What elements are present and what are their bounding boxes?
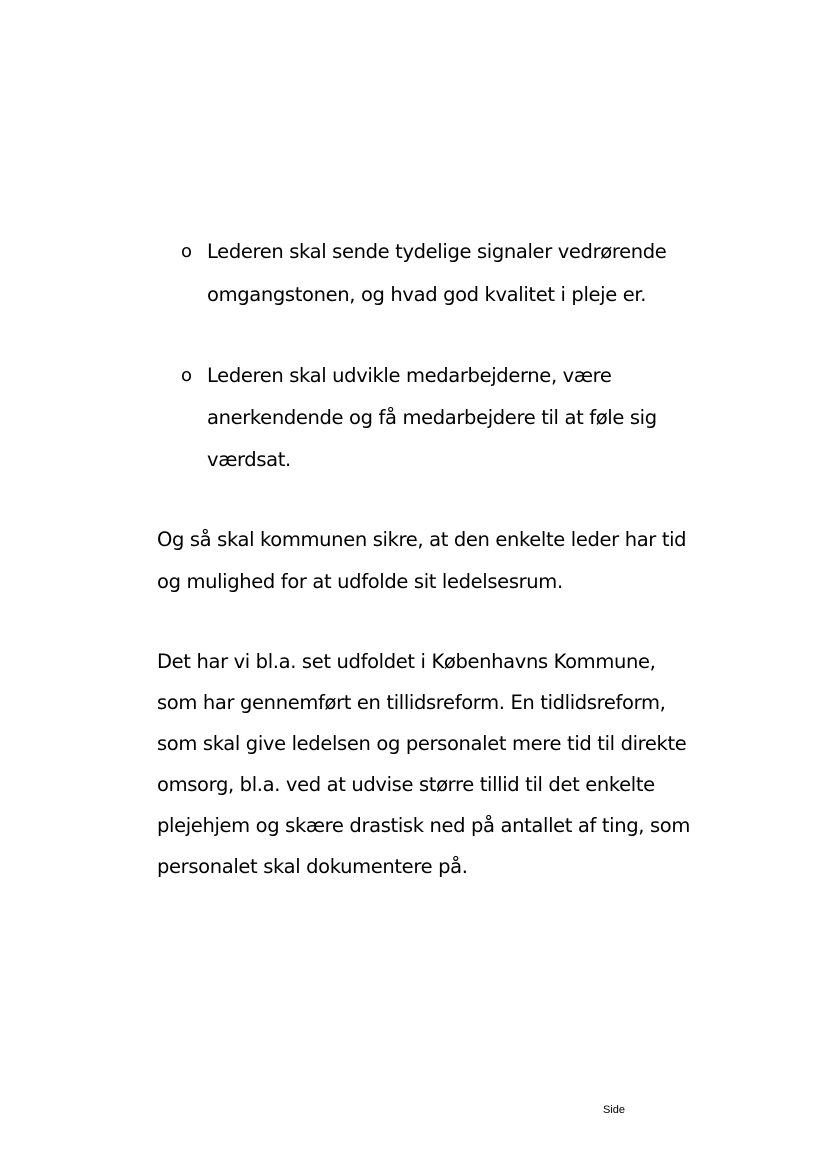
page-footer-label: Side [603,1104,626,1116]
bullet-marker: o [181,365,193,386]
bullet-marker: o [181,241,193,262]
paragraph-line: omsorg, bl.a. ved at udvise større tillid til det enkelte [157,773,655,796]
paragraph-line: personalet skal dokumentere på. [157,855,468,878]
bullet-text-line: værdsat. [207,448,291,471]
bullet-text-line: Lederen skal sende tydelige signaler vedrørende [207,240,667,263]
bullet-text-line: omgangstonen, og hvad god kvalitet i pleje er. [207,283,647,306]
paragraph-line: Det har vi bl.a. set udfoldet i Københavns Kommune, [157,650,656,673]
bullet-text-line: Lederen skal udvikle medarbejderne, være [207,364,612,387]
paragraph-line: Og så skal kommunen sikre, at den enkelte leder har tid [157,528,687,551]
paragraph-line: som har gennemført en tillidsreform. En tidlidsreform, [157,691,666,714]
paragraph-line: som skal give ledelsen og personalet mere tid til direkte [157,732,687,755]
paragraph-line: plejehjem og skære drastisk ned på antallet af ting, som [157,814,691,837]
bullet-text-line: anerkendende og få medarbejdere til at føle sig [207,406,657,429]
paragraph-line: og mulighed for at udfolde sit ledelsesrum. [157,570,563,593]
